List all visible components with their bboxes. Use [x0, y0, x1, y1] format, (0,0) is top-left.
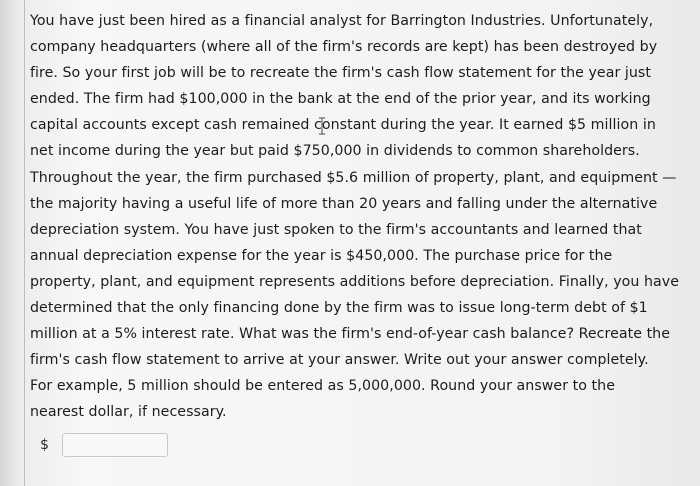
answer-row: [40, 431, 168, 459]
question-text: [30, 8, 696, 426]
question-line: firm's cash flow statement to arrive at your answer. Write out your answer completely.: [30, 352, 649, 369]
text-cursor-icon: [318, 117, 326, 135]
cash-balance-input[interactable]: [62, 433, 168, 457]
question-line: the majority having a useful life of more than 20 years and falling under the alternative: [30, 195, 658, 212]
question-line: million at a 5% interest rate. What was the firm's end-of-year cash balance? Recreate the: [30, 326, 671, 343]
question-line: nearest dollar, if necessary.: [30, 404, 227, 421]
question-line: company headquarters (where all of the firm's records are kept) has been destroyed by: [30, 39, 658, 56]
question-line: annual depreciation expense for the year is $450,000. The purchase price for the: [30, 247, 613, 264]
question-line: determined that the only financing done by the firm was to issue long-term debt of $1: [30, 300, 648, 317]
question-line: capital accounts except cash remained constant during the year. It earned $5 million in: [30, 117, 656, 134]
left-border-line: [24, 0, 25, 486]
question-line: You have just been hired as a financial analyst for Barrington Industries. Unfortunately,: [30, 13, 654, 29]
question-line: property, plant, and equipment represents additions before depreciation. Finally, you have: [30, 273, 679, 290]
question-line: fire. So your first job will be to recreate the firm's cash flow statement for the year just: [30, 65, 651, 82]
question-line: For example, 5 million should be entered as 5,000,000. Round your answer to the: [30, 378, 615, 395]
question-line: Throughout the year, the firm purchased $5.6 million of property, plant, and equipment —: [30, 169, 677, 186]
currency-symbol: $: [40, 437, 49, 453]
question-line: depreciation system. You have just spoken to the firm's accountants and learned that: [30, 221, 642, 238]
question-line: ended. The firm had $100,000 in the bank at the end of the prior year, and its working: [30, 91, 651, 108]
question-line: net income during the year but paid $750,000 in dividends to common shareholders.: [30, 143, 640, 160]
